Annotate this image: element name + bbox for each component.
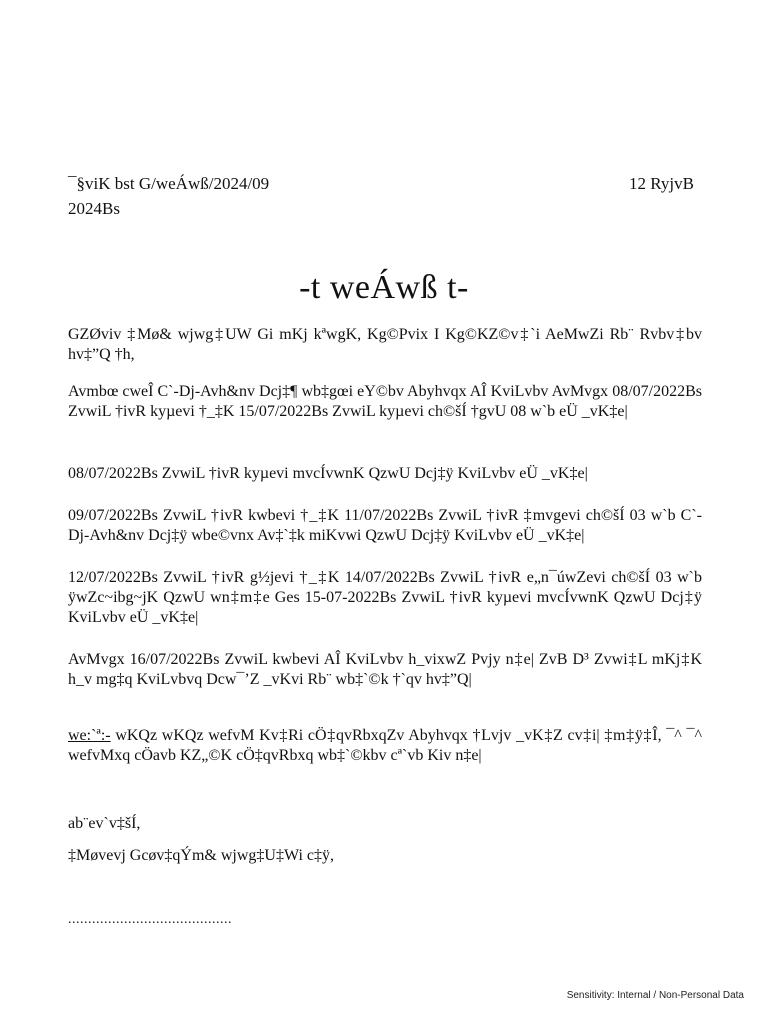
closing-salutation: ab¨ev`v‡šÍ, [68, 815, 141, 832]
reference-year: 2024Bs [68, 199, 120, 218]
paragraph-reopening: AvMvgx 16/07/2022Bs ZvwiL kwbevi AÎ KviLvbv h_vixwZ Pvjy n‡e| ZvB D³ Zvwi‡L mKj‡K h_v mg‡q KviLvbvq Dcw¯’Z _vKvi Rb¨ wb‡`©k †`qv hv‡”Q| [68, 651, 702, 688]
paragraph-closure-summary: Avmbœ cweÎ C`-Dj-Avh&nv Dcj‡¶ wb‡gœi eY©bv Abyhvqx AÎ KviLvbv AvMvgx 08/07/2022Bs ZvwiL †ivR kyµevi †_‡K 15/07/2022Bs ZvwiL kyµevi ch©šÍ †gvU 08 w`b eÜ _vK‡e| [68, 383, 702, 420]
note-label: we:`ª:- [68, 727, 111, 744]
signature-line: ......................................... [68, 912, 232, 927]
note-text: wKQz wKQz wefvM Kv‡Ri cÖ‡qvRbxqZv Abyhvqx †Lvjv _vK‡Z cv‡i| ‡m‡ÿ‡Î, ¯^ ¯^ wefvMxq cÖavb KZ„©K cÖ‡qvRbxq wb‡`©kbv cª`vb Kiv n‡e| [68, 727, 702, 764]
reference-date: 12 RyjvB [629, 174, 694, 193]
sender-line: ‡Møvevj Gcøv‡qÝm& wjwg‡U‡Wi c‡ÿ, [68, 847, 334, 864]
notice-title: -t weÁwß t- [299, 269, 469, 306]
paragraph-intro: GZØviv ‡Mø& wjwg‡UW Gi mKj kªwgK, Kg©Pvix I Kg©KZ©v‡`i AeMwZi Rb¨ Rvbv‡bv hv‡”Q †h, [68, 326, 702, 363]
reference-number: ¯§viK bst G/weÁwß/2024/09 [68, 174, 270, 193]
paragraph-compensatory-holiday: 12/07/2022Bs ZvwiL †ivR g½jevi †_‡K 14/07/2022Bs ZvwiL †ivR e„n¯úwZevi ch©šÍ 03 w`b ÿwZc~ibg~jK QzwU wn‡m‡e Ges 15-07-2022Bs ZvwiL †ivR kyµevi mvcÍvwnK QzwU Dcj‡ÿ KviLvbv eÜ _vK‡e| [68, 569, 702, 626]
paragraph-weekly-holiday: 08/07/2022Bs ZvwiL †ivR kyµevi mvcÍvwnK QzwU Dcj‡ÿ KviLvbv eÜ _vK‡e| [68, 465, 588, 482]
special-note [68, 726, 702, 766]
sensitivity-label: Sensitivity: Internal / Non-Personal Data [566, 990, 744, 1001]
paragraph-govt-holiday: 09/07/2022Bs ZvwiL †ivR kwbevi †_‡K 11/07/2022Bs ZvwiL †ivR ‡mvgevi ch©šÍ 03 w`b C`-Dj-Avh&nv Dcj‡ÿ wbe©vnx Av‡`‡k miKvwi QzwU Dcj‡ÿ KviLvbv eÜ _vK‡e| [68, 507, 702, 544]
